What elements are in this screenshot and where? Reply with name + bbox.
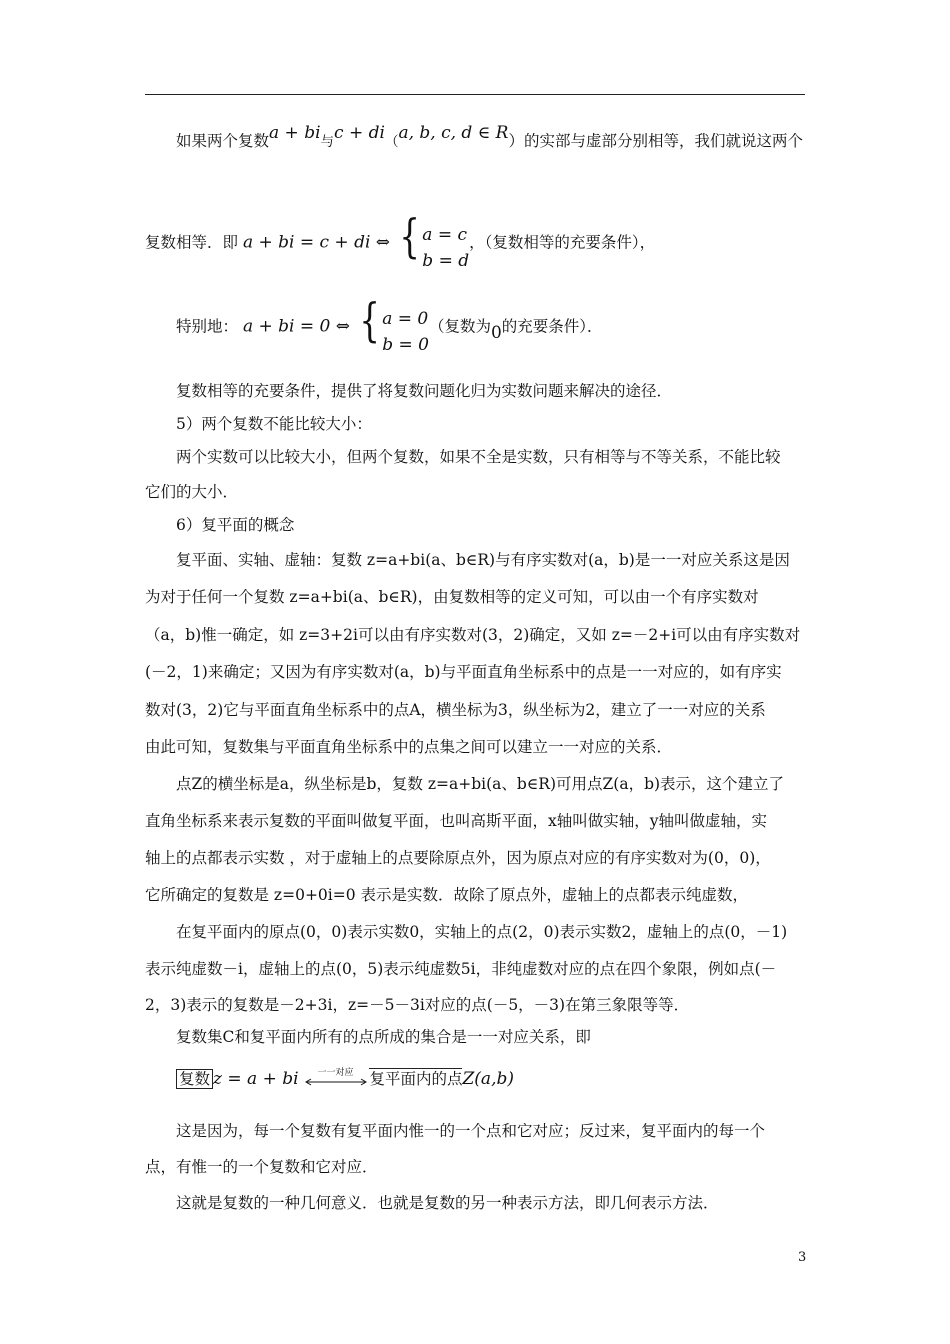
overlined-term: 复平面内的点 bbox=[369, 1070, 463, 1088]
paragraph-line: 复平面、实轴、虚轴：复数 z=a+bi(a、b∈R)与有序实数对(a，b)是一一对应关系这是因 bbox=[176, 551, 790, 569]
paragraph-line: 两个实数可以比较大小，但两个复数，如果不全是实数，只有相等与不等关系，不能比较 bbox=[176, 448, 781, 466]
paragraph-line: 它所确定的复数是 z=0+0i=0 表示是实数．故除了原点外，虚轴上的点都表示纯虚数， bbox=[145, 886, 749, 904]
paragraph-line: 6）复平面的概念 bbox=[176, 516, 295, 534]
paragraph-line: 点Z的横坐标是a，纵坐标是b，复数 z=a+bi(a、b∈R)可用点Z(a，b)表示，这个建立了 bbox=[176, 775, 785, 793]
paragraph-line: 这是因为，每一个复数有复平面内惟一的一个点和它对应；反过来，复平面内的每一个 bbox=[176, 1122, 766, 1140]
equation-line: 复数相等．即 a + bi = c + di ⇔ { a = c b = d，（复数相等的充要条件）， bbox=[145, 213, 810, 274]
paragraph-line: 如果两个复数a + bi与c + di（a, b, c, d ∈ R）的实部与虚部分别相等，我们就说这两个 bbox=[176, 123, 803, 150]
paragraph-line: (－2，1)来确定；又因为有序实数对(a，b)与平面直角坐标系中的点是一一对应的，如有序实 bbox=[145, 663, 782, 681]
paragraph-line: 表示纯虚数－i，虚轴上的点(0，5)表示纯虚数5i，非纯虚数对应的点在四个象限，例如点(－ bbox=[145, 960, 777, 978]
boxed-term: 复数 bbox=[176, 1069, 213, 1089]
paragraph-line: 它们的大小． bbox=[145, 483, 239, 501]
paragraph-line: 这就是复数的一种几何意义．也就是复数的另一种表示方法，即几何表示方法． bbox=[176, 1194, 719, 1212]
paragraph-line: 复数集C和复平面内所有的点所成的集合是一一对应关系，即 bbox=[176, 1028, 591, 1046]
paragraph-line: 为对于任何一个复数 z=a+bi(a、b∈R)，由复数相等的定义可知，可以由一个有序实数对 bbox=[145, 588, 759, 606]
paragraph-line: 在复平面内的原点(0，0)表示实数0，实轴上的点(2，0)表示实数2，虚轴上的点(0，－1) bbox=[176, 923, 788, 941]
paragraph-line: （a，b)惟一确定，如 z=3+2i可以由有序实数对(3，2)确定，又如 z=－2+i可以由有序实数对 bbox=[145, 626, 801, 644]
paragraph-line: 点，有惟一的一个复数和它对应． bbox=[145, 1158, 378, 1176]
paragraph-line: 直角坐标系来表示复数的平面叫做复平面，也叫高斯平面，x轴叫做实轴，y轴叫做虚轴，实 bbox=[145, 812, 768, 830]
page-number: 3 bbox=[798, 1250, 807, 1265]
paragraph-line: 由此可知，复数集与平面直角坐标系中的点集之间可以建立一一对应的关系． bbox=[145, 738, 673, 756]
paragraph-line: 2，3)表示的复数是－2+3i，z=－5－3i对应的点(－5，－3)在第三象限等等． bbox=[145, 996, 690, 1014]
double-arrow-icon: 一一对应 bbox=[303, 1070, 369, 1090]
correspondence-formula: 复数 z = a + bi 一一对应 复平面内的点Z(a,b) bbox=[176, 1066, 841, 1092]
paragraph-line: 复数相等的充要条件，提供了将复数问题化归为实数问题来解决的途径． bbox=[176, 382, 673, 400]
header-rule bbox=[145, 94, 805, 95]
equation-line: 特别地： a + bi = 0 ⇔ { a = 0 b = 0（复数为0的充要条件）． bbox=[176, 297, 841, 358]
paragraph-line: 轴上的点都表示实数 ，对于虚轴上的点要除原点外，因为原点对应的有序实数对为(0，0)， bbox=[145, 849, 771, 867]
paragraph-line: 5）两个复数不能比较大小： bbox=[176, 415, 372, 433]
cases-brace: { a = c b = d bbox=[399, 209, 470, 271]
paragraph-line: 数对(3，2)它与平面直角坐标系中的点A，横坐标为3，纵坐标为2，建立了一一对应的关系 bbox=[145, 701, 766, 719]
cases-brace: { a = 0 b = 0 bbox=[359, 293, 429, 355]
